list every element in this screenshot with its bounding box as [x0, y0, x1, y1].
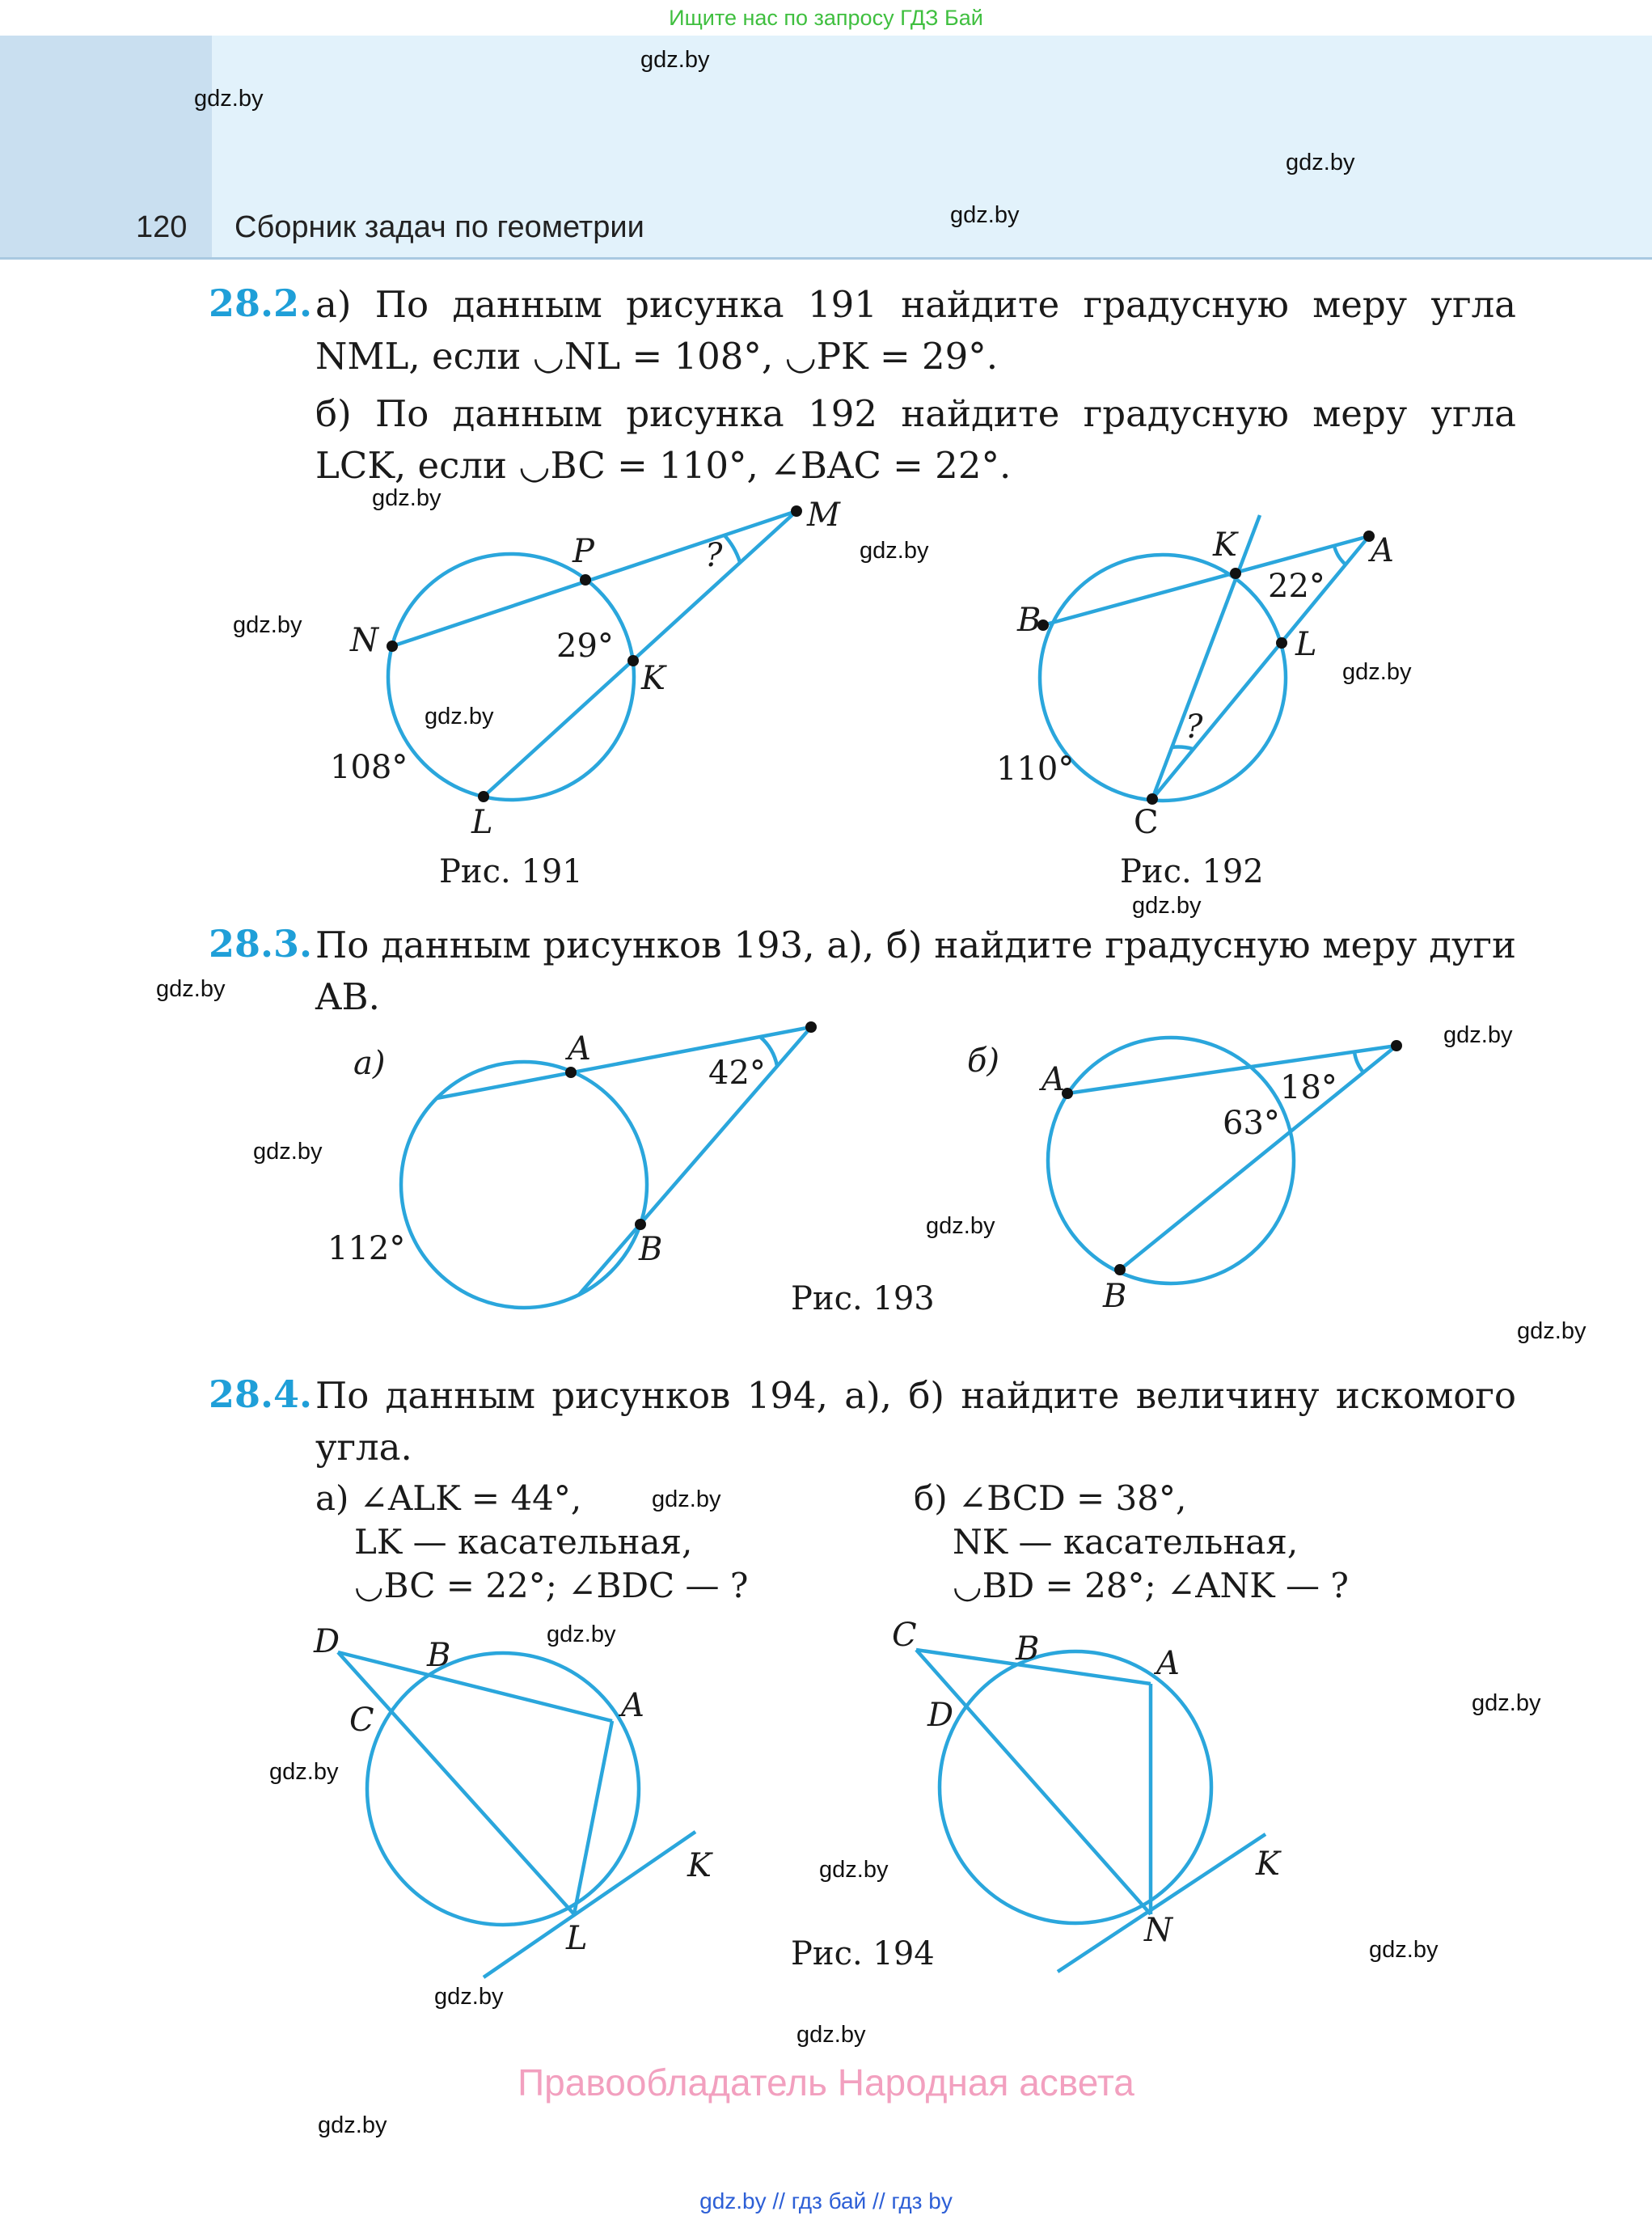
- fig193-label-a-part: а): [353, 1045, 386, 1082]
- fig193b-angle-arc: [1354, 1052, 1363, 1072]
- fig194a-tangent: [484, 1832, 695, 1977]
- fig194a-label-c: C: [349, 1702, 374, 1739]
- fig191-point-m: [791, 505, 802, 517]
- fig192-secant-ac: [1152, 536, 1369, 799]
- problem-28-4-text: По данным рисунков 194, а), б) найдите величину искомого угла.: [315, 1374, 1516, 1469]
- problem-28-2-a-text: а) По данным рисунка 191 найдите градусную меру угла NML, если ◡NL = 108°, ◡PK = 29°.: [315, 283, 1516, 378]
- watermark: gdz.by: [156, 976, 226, 1002]
- fig194b-circle: [940, 1651, 1211, 1923]
- caption-fig-193: Рис. 193: [791, 1280, 935, 1317]
- fig194a-label-k: K: [687, 1847, 712, 1884]
- watermark: gdz.by: [318, 2112, 387, 2138]
- fig192-label-22: 22°: [1268, 568, 1325, 605]
- watermark: gdz.by: [796, 2022, 866, 2048]
- fig194a-label-b: B: [427, 1637, 451, 1674]
- watermark: gdz.by: [926, 1213, 995, 1239]
- fig191-label-k: K: [641, 660, 665, 697]
- watermark: gdz.by: [425, 704, 494, 729]
- condition-b-line-2: NK — касательная,: [953, 1522, 1299, 1562]
- condition-b-line-3: ◡BD = 28°; ∠ANK — ?: [953, 1566, 1349, 1605]
- fig194b-label-n: N: [1144, 1912, 1172, 1949]
- watermark: gdz.by: [652, 1486, 721, 1512]
- fig193b-point-vertex: [1391, 1040, 1402, 1051]
- fig192-point-k: [1230, 568, 1241, 579]
- watermark: gdz.by: [640, 47, 710, 73]
- fig192-label-b: B: [1017, 602, 1041, 639]
- fig193a-label-112: 112°: [327, 1230, 406, 1267]
- condition-a-line-2: LK — касательная,: [354, 1522, 693, 1562]
- fig194a-line-al: [574, 1721, 612, 1914]
- watermark: gdz.by: [547, 1621, 616, 1647]
- fig191-label-108: 108°: [330, 749, 408, 786]
- watermark: gdz.by: [1443, 1022, 1513, 1048]
- fig194b-label-d: D: [927, 1697, 954, 1734]
- fig193a-label-b: B: [639, 1231, 663, 1268]
- fig191-secant-nm: [392, 511, 796, 646]
- fig194a-label-a: A: [621, 1687, 644, 1724]
- fig192-point-c: [1147, 793, 1158, 805]
- fig191-label-l: L: [471, 804, 493, 841]
- caption-fig-194: Рис. 194: [791, 1935, 935, 1972]
- rights-holder-note: Правообладатель Народная асвета: [518, 2061, 1134, 2103]
- fig193b-label-a: A: [1041, 1061, 1065, 1098]
- watermark: gdz.by: [1517, 1318, 1587, 1344]
- fig191-point-k: [627, 655, 639, 666]
- fig191-label-29: 29°: [556, 628, 614, 665]
- condition-a-line-3: ◡BC = 22°; ∠BDC — ?: [354, 1566, 749, 1605]
- problem-number-28-3: 28.3.: [209, 922, 313, 966]
- watermark: gdz.by: [860, 538, 929, 564]
- watermark: gdz.by: [1472, 1690, 1541, 1716]
- watermark: gdz.by: [434, 1984, 504, 2010]
- fig193-label-b-part: б): [967, 1042, 1000, 1080]
- fig191-point-n: [387, 641, 398, 652]
- fig192-label-110: 110°: [996, 750, 1075, 788]
- fig192-angle-arc-c: [1172, 747, 1193, 749]
- watermark: gdz.by: [233, 612, 302, 638]
- watermark: gdz.by: [1286, 150, 1355, 175]
- fig193b-label-b: B: [1103, 1278, 1127, 1315]
- watermark: gdz.by: [269, 1759, 339, 1785]
- watermark: gdz.by: [194, 86, 264, 112]
- fig194b-label-c: C: [892, 1617, 917, 1654]
- fig192-label-question: ?: [1185, 708, 1203, 746]
- figure-193-b: [967, 1038, 1402, 1315]
- fig191-circle: [388, 554, 634, 800]
- figure-193-a: [327, 1021, 817, 1308]
- fig193a-point-vertex: [805, 1021, 817, 1033]
- caption-fig-191: Рис. 191: [439, 853, 583, 890]
- watermark: gdz.by: [1369, 1937, 1439, 1963]
- fig191-label-question: ?: [705, 537, 723, 574]
- problem-number-28-2: 28.2.: [209, 281, 313, 325]
- problem-28-2-b-text: б) По данным рисунка 192 найдите градусную меру угла LCK, если ◡BC = 110°, ∠BAC = 22°.: [315, 392, 1516, 487]
- watermark: gdz.by: [253, 1139, 323, 1165]
- figure-194-a: [313, 1623, 713, 1977]
- fig192-label-l: L: [1295, 626, 1317, 663]
- figure-194-b: [892, 1617, 1282, 1972]
- fig192-label-c: C: [1134, 804, 1159, 841]
- fig193a-point-a: [565, 1067, 577, 1078]
- fig191-angle-arc: [724, 535, 740, 562]
- fig193a-label-42: 42°: [708, 1055, 766, 1092]
- fig192-line-ck: [1152, 515, 1260, 799]
- fig194a-line-dl: [338, 1652, 574, 1914]
- watermark: gdz.by: [1132, 893, 1202, 919]
- fig194a-label-d: D: [314, 1623, 340, 1660]
- watermark: gdz.by: [950, 202, 1020, 228]
- fig192-angle-arc-a: [1334, 546, 1346, 564]
- fig193b-label-63: 63°: [1223, 1105, 1280, 1142]
- fig193a-tangent: [578, 1027, 811, 1296]
- condition-a-line-1: а) ∠ALK = 44°,: [315, 1478, 582, 1518]
- condition-b-line-1: б) ∠BCD = 38°,: [914, 1478, 1187, 1518]
- fig194b-label-b: B: [1016, 1630, 1040, 1668]
- fig194b-line-cn: [916, 1650, 1151, 1914]
- fig194b-tangent: [1058, 1834, 1265, 1972]
- fig194b-label-a: A: [1156, 1645, 1180, 1682]
- fig193a-label-a: A: [568, 1030, 591, 1068]
- problem-number-28-4: 28.4.: [209, 1372, 313, 1416]
- book-title: Сборник задач по геометрии: [234, 210, 644, 244]
- problem-28-3-text: По данным рисунков 193, а), б) найдите градусную меру дуги AB.: [315, 924, 1516, 1018]
- fig194a-line-da: [338, 1652, 612, 1721]
- fig194b-label-k: K: [1256, 1846, 1280, 1883]
- fig191-point-p: [580, 574, 591, 586]
- fig191-label-m: M: [807, 497, 840, 534]
- fig191-point-l: [478, 791, 489, 802]
- fig193a-point-b: [635, 1219, 646, 1230]
- fig191-label-p: P: [572, 533, 594, 570]
- fig192-point-l: [1276, 637, 1287, 649]
- footer-links: gdz.by // гдз бай // гдз by: [699, 2188, 953, 2213]
- fig193b-point-b: [1114, 1264, 1126, 1275]
- figure-191: [330, 497, 841, 841]
- watermark: gdz.by: [1342, 659, 1412, 685]
- fig194a-label-l: L: [566, 1920, 588, 1957]
- figure-192: [996, 515, 1394, 841]
- watermark: gdz.by: [819, 1857, 889, 1883]
- fig192-label-k: K: [1213, 526, 1237, 564]
- caption-fig-192: Рис. 192: [1120, 853, 1264, 890]
- fig191-label-n: N: [350, 622, 378, 659]
- watermark: gdz.by: [372, 485, 442, 511]
- top-banner: Ищите нас по запросу ГДЗ Бай: [669, 6, 983, 30]
- page-number: 120: [136, 210, 188, 244]
- fig193b-label-18: 18°: [1280, 1069, 1337, 1106]
- fig192-label-a: A: [1371, 532, 1394, 569]
